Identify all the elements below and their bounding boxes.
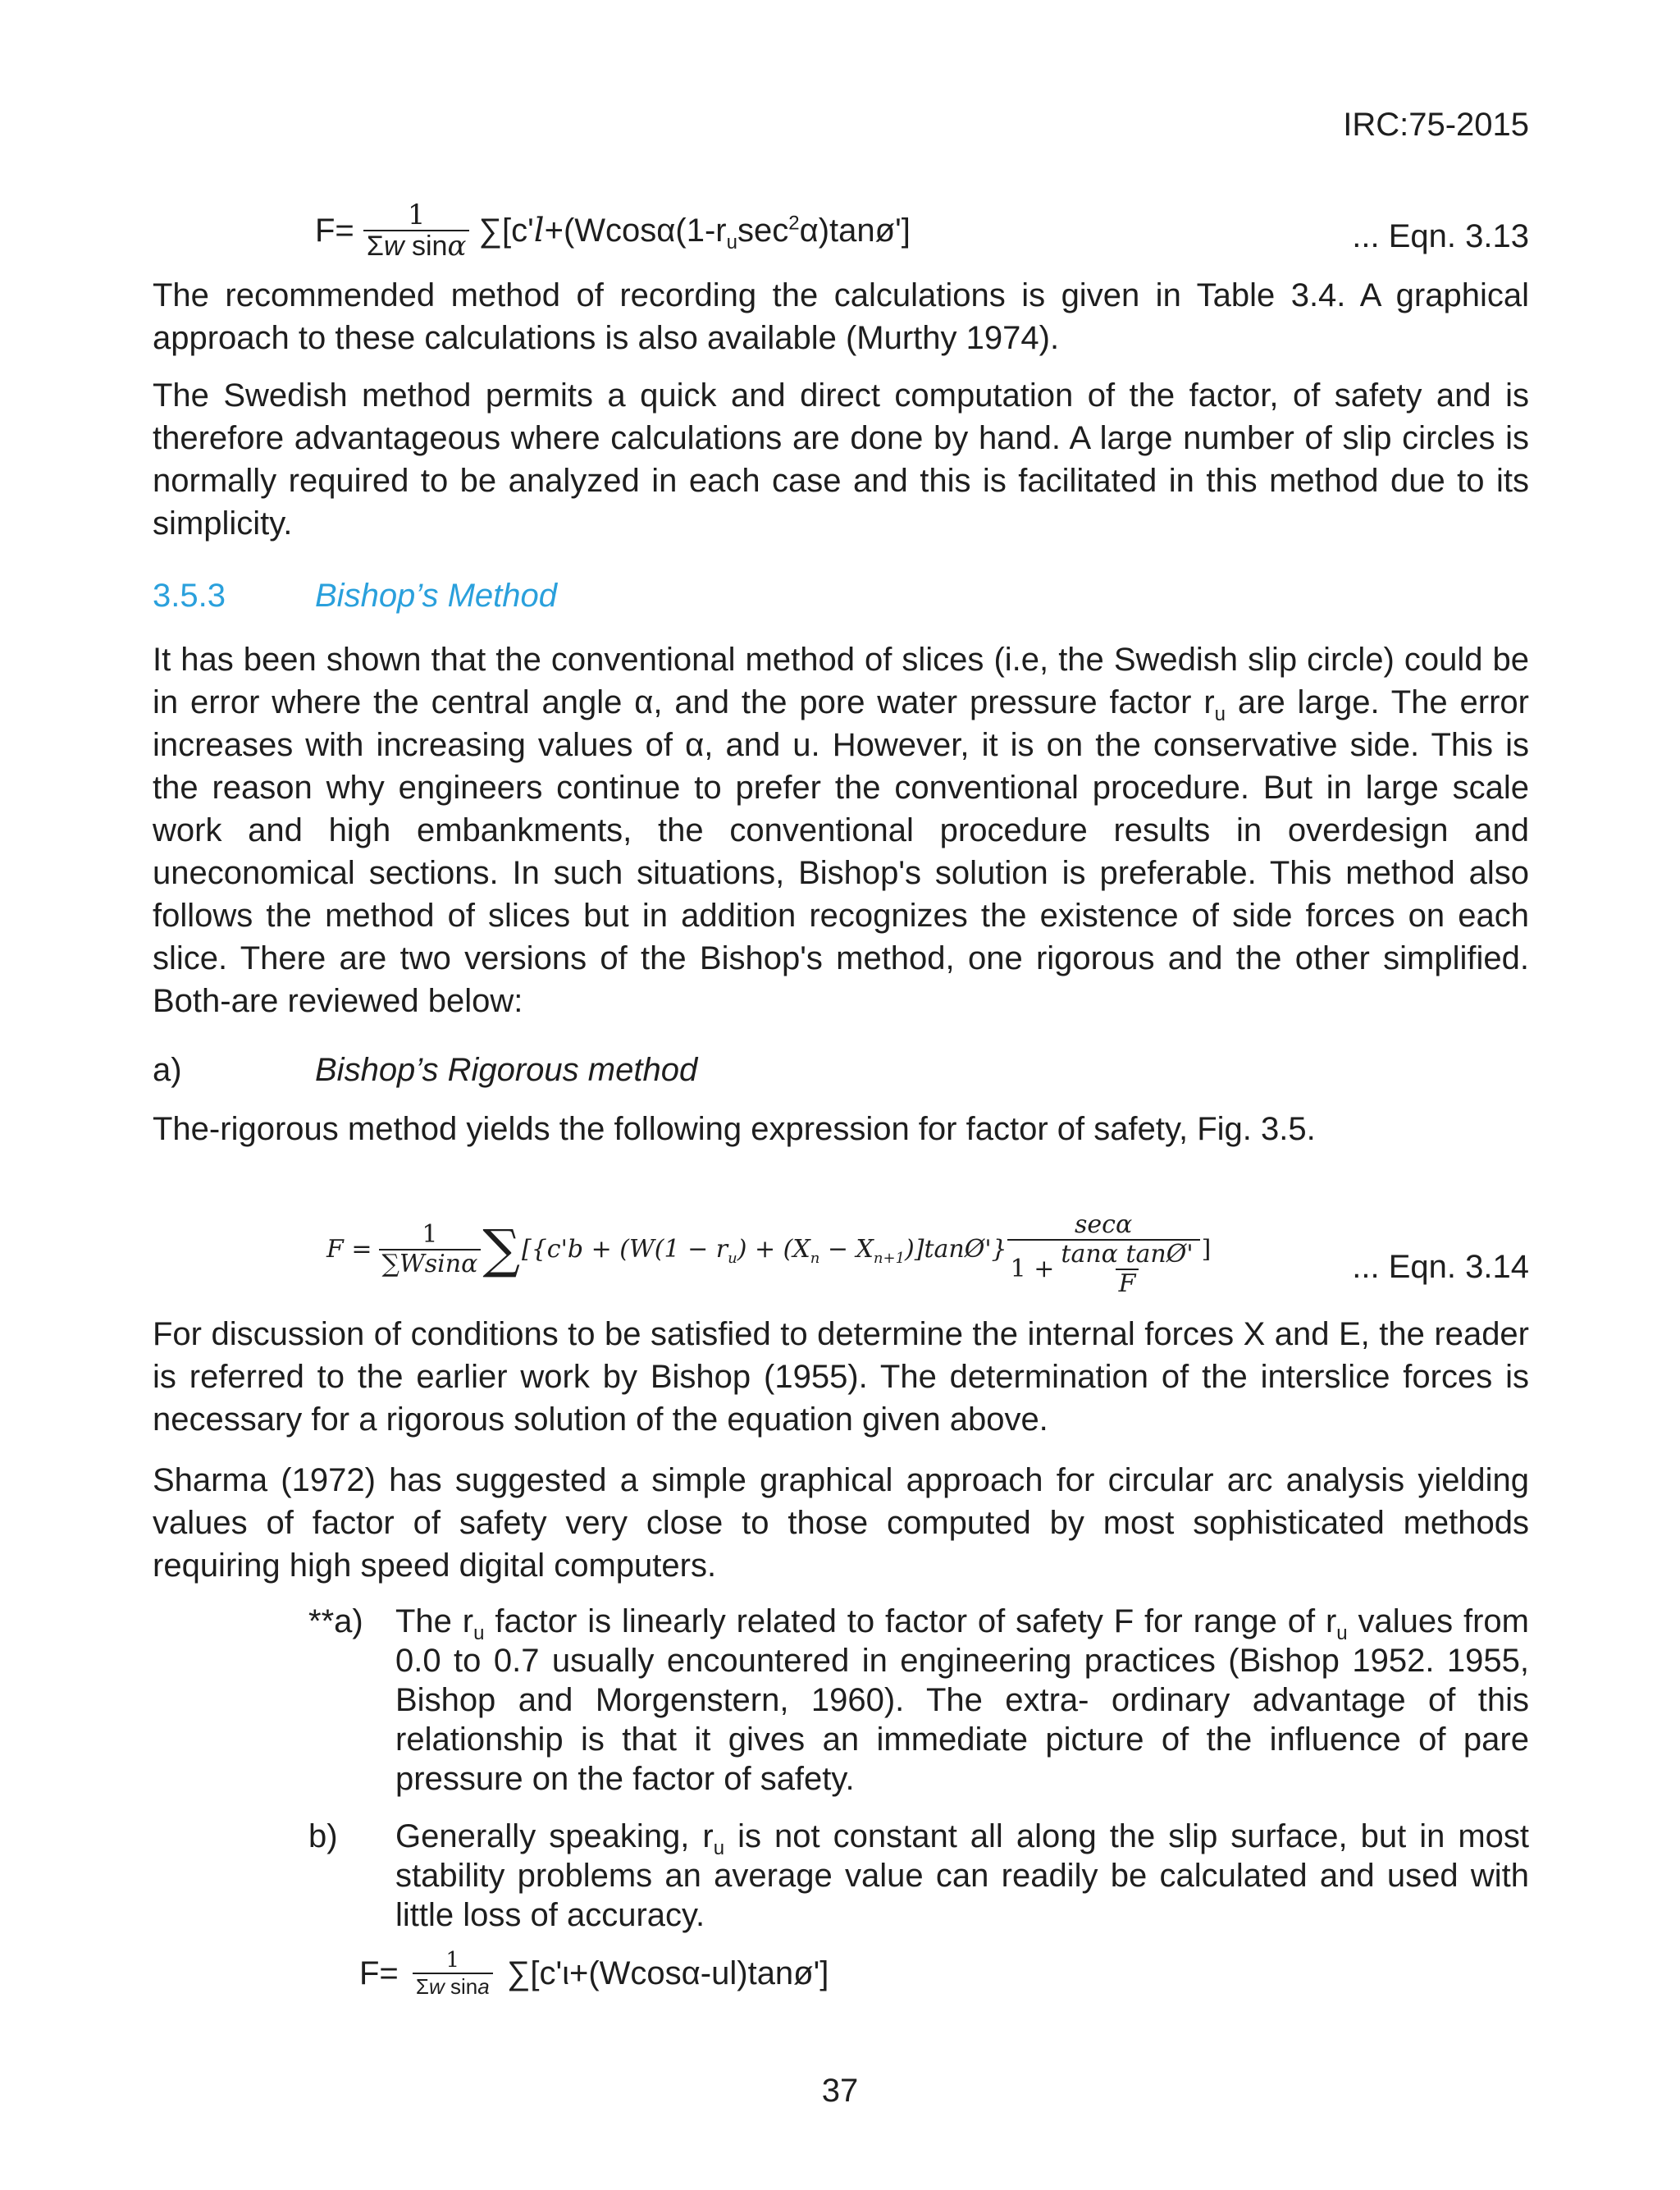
list-text-a — [395, 1602, 1529, 1799]
eqn14-big-denominator — [1007, 1239, 1200, 1298]
eqn14-one-plus: 1 + — [1010, 1255, 1055, 1283]
eqn14-n1: n+1 — [873, 1250, 906, 1267]
eqn14-u: u — [728, 1250, 737, 1267]
eqn14-big-numerator: secα — [1075, 1210, 1133, 1239]
list-text-b — [395, 1817, 1529, 1935]
subsection-heading — [153, 1049, 698, 1091]
eqn14-close: ] — [1201, 1235, 1212, 1264]
final-rhs: ∑[c'ι+(Wcosα-ul)tanø'] — [506, 1955, 829, 1991]
subsection-label: a) — [153, 1052, 182, 1088]
subsection-title: Bishop’s Rigorous method — [315, 1052, 698, 1088]
eqn14-big-fraction — [1007, 1211, 1200, 1298]
eqn-3-14-label: ... Eqn. 3.14 — [1352, 1249, 1529, 1285]
rhs-c: sec — [737, 213, 789, 249]
equation-final — [359, 1948, 829, 1999]
page-number: 37 — [821, 2073, 859, 2109]
b-u: u — [713, 1837, 725, 1859]
p3-a: It has been shown that the conventional method of slices (i.e, the Swedish slip circle) could be in error where the central angle α, and the pore water pressure factor r — [153, 642, 1529, 720]
paragraph-recording: The recommended method of recording the calculations is given in Table 3.4. A graphical approach to these calculations is also available (Murthy 1974). — [153, 277, 1529, 356]
eqn-3-13-label: ... Eqn. 3.13 — [1352, 218, 1529, 254]
b-text-2: is not constant all along the slip surface, but in most stability problems an average value can readily be calculated and used with little loss of accuracy. — [395, 1818, 1530, 1933]
a-text-1: The r — [395, 1603, 474, 1639]
section-heading — [153, 574, 557, 617]
eqn14-inner-denominator: F — [1116, 1269, 1139, 1298]
eqn-lhs: F= — [315, 213, 354, 249]
document-code: IRC:75-2015 — [1343, 107, 1529, 143]
eqn14-body — [522, 1235, 1007, 1267]
a-text-3: values from 0.0 to 0.7 usually encountered in engineering practices (Bishop 1952. 1955, Bishop and Morgenstern, 1960). The extra- ordinary advantage of this relationship is that it gives an immediate picture of the influence of pare pressure on the factor of safety. — [395, 1603, 1529, 1797]
fraction-numerator: 1 — [407, 199, 426, 231]
fraction-denominator — [363, 230, 469, 261]
equation-3-14 — [326, 1201, 1211, 1298]
den-alpha: α — [447, 230, 467, 263]
eqn14-body-4: )]tanØ'} — [905, 1235, 1007, 1264]
eqn14-body-3: − X — [819, 1235, 874, 1264]
eqn14-n: n — [810, 1250, 820, 1267]
eqn14-inner-fraction — [1057, 1241, 1196, 1298]
eqn14-fraction — [379, 1221, 482, 1278]
eqn14-body-2: ) + (X — [737, 1235, 810, 1264]
final-den-w: w — [429, 1974, 445, 1999]
eqn14-body-1: [{c'b + (W(1 − r — [522, 1235, 728, 1264]
list-item-a — [308, 1602, 1529, 1799]
eqn14-inner-numerator: tanα tanØ' — [1061, 1240, 1194, 1269]
final-den-sin: sin — [444, 1974, 478, 1999]
eqn14-sum: ∑ — [482, 1219, 521, 1280]
p3-b: are large. The error increases with increasing values of α, and u. However, it is on the conservative side. This is the reason why engineers continue to prefer the conventional procedure. But in large scale work and high embankments, the conventional procedure results in overdesign and uneconomical sections. In such situations, Bishop's solution is preferable. This method also follows the method of slices but in addition recognizes the existence of side forces on each slice. There are two versions of the Bishop's method, one rigorous and the other simplified. Both-are reviewed below: — [153, 684, 1529, 1019]
a-u2: u — [1336, 1622, 1348, 1644]
rhs-d: α)tanø'] — [799, 213, 911, 249]
paragraph-swedish-method: The Swedish method permits a quick and direct computation of the factor, of safety and is therefore advantageous where calculations are done by hand. A large number of slip circles is normally required to be analyzed in each case and this is facilitated in this method due to its simplicity. — [153, 377, 1529, 542]
a-text-2: factor is linearly related to factor of safety F for range of r — [484, 1603, 1337, 1639]
a-u1: u — [473, 1622, 485, 1644]
eqn14-denominator: ∑Wsinα — [379, 1249, 482, 1278]
final-den-sum: Σ — [415, 1974, 429, 1999]
final-fraction — [413, 1948, 493, 1999]
eqn-fraction — [363, 200, 469, 261]
p3-u: u — [1214, 703, 1226, 725]
eqn14-numerator: 1 — [422, 1220, 438, 1249]
den-w: w — [383, 231, 404, 262]
den-sin: sin — [404, 231, 448, 262]
final-numerator: 1 — [445, 1948, 460, 1973]
rhs-l: l — [533, 212, 545, 249]
final-denominator — [413, 1973, 493, 1999]
equation-3-13 — [315, 200, 911, 261]
section-number: 3.5.3 — [153, 578, 226, 614]
section-title: Bishop’s Method — [315, 578, 557, 614]
paragraph-bishop-intro — [153, 638, 1529, 1022]
final-den-a: a — [477, 1974, 490, 1999]
paragraph-internal-forces: For discussion of conditions to be satisfied to determine the internal forces X and E, the reader is referred to the earlier work by Bishop (1955). The determination of the interslice forces is necessary for a rigorous solution of the equation given above. — [153, 1316, 1529, 1438]
eqn14-lhs: F = — [326, 1235, 372, 1264]
b-text-1: Generally speaking, r — [395, 1818, 714, 1854]
list-marker-a: **a) — [308, 1603, 363, 1639]
final-lhs: F= — [359, 1955, 399, 1991]
paragraph-sharma: Sharma (1972) has suggested a simple graphical approach for circular arc analysis yielding values of factor of safety very close to those computed by most sophisticated methods requiring high speed digital computers. — [153, 1462, 1529, 1584]
list-marker-b: b) — [308, 1818, 338, 1854]
rhs-sq: 2 — [788, 212, 800, 235]
paragraph-rigorous: The-rigorous method yields the following expression for factor of safety, Fig. 3.5. — [153, 1111, 1316, 1147]
eqn-rhs — [478, 212, 911, 254]
den-sum: Σ — [366, 231, 384, 262]
rhs-b: +(Wcosα(1-r — [544, 213, 727, 249]
list-item-b — [308, 1817, 1529, 1935]
rhs-u: u — [726, 231, 737, 254]
rhs-a: ∑[c' — [478, 213, 534, 249]
